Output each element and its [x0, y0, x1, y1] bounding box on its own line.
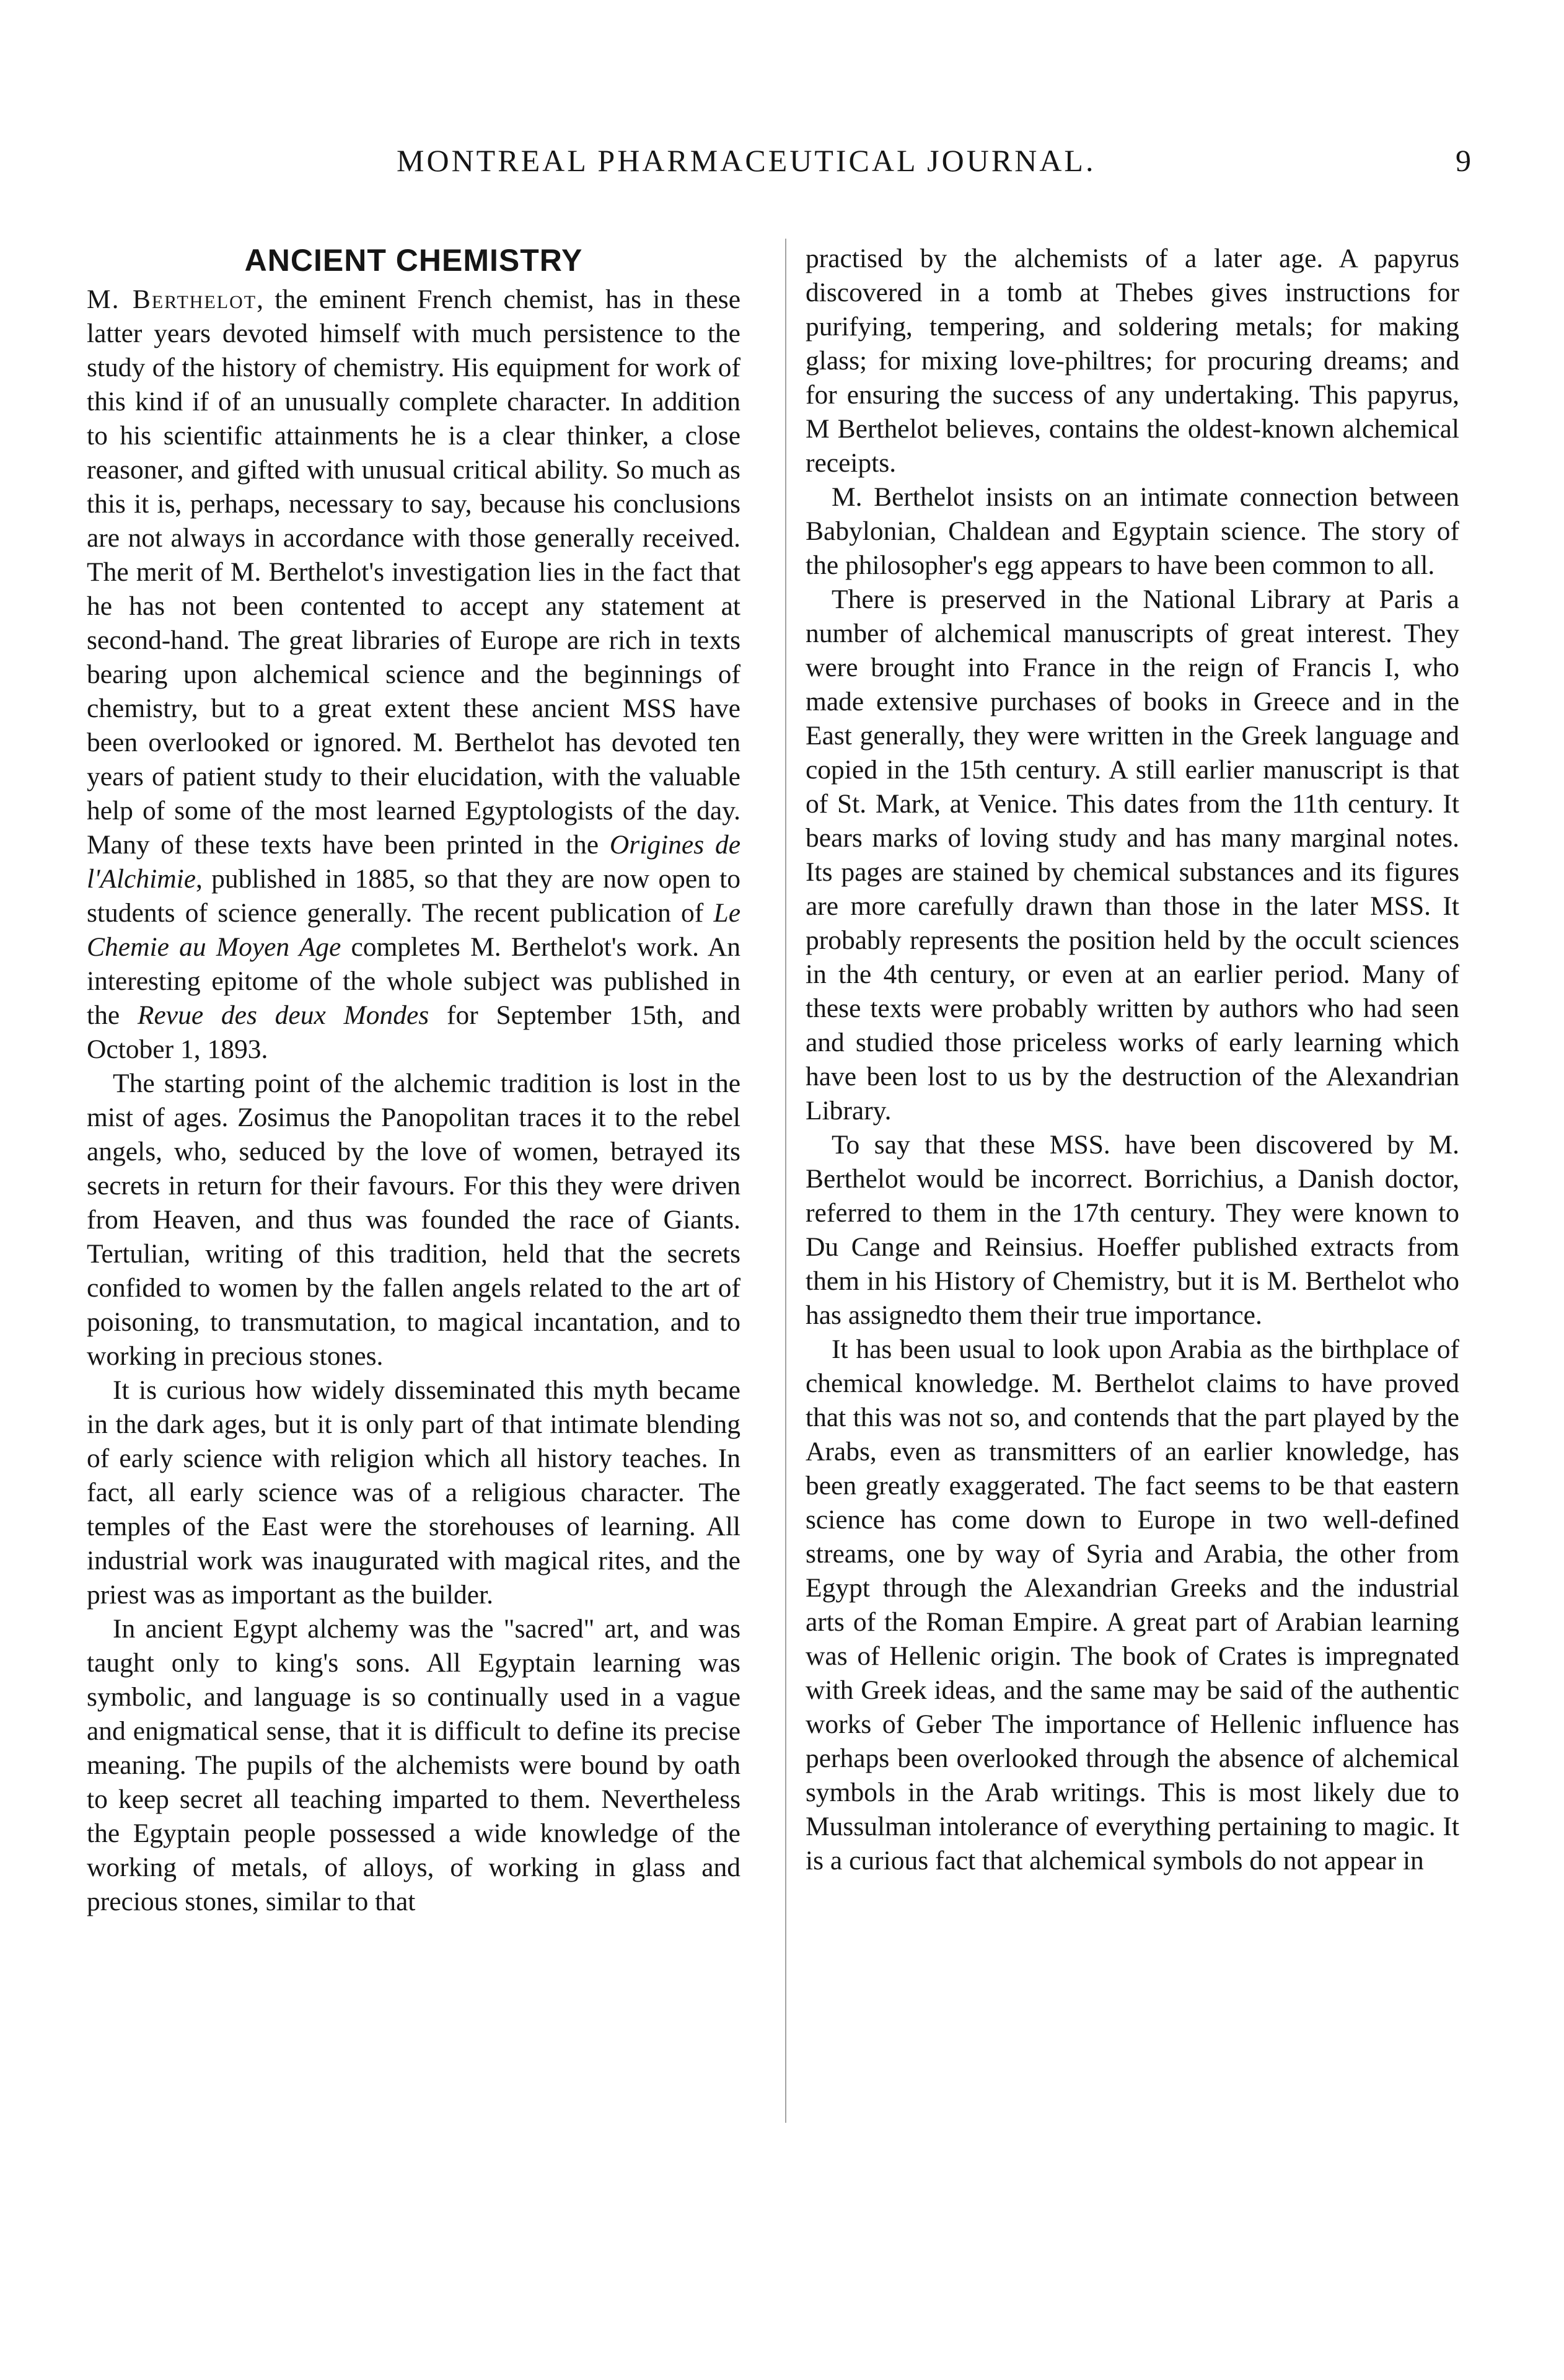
paragraph-1-text: , the eminent French chemist, has in these latter years devoted himself with much persistence to the study of the history of chemistry. His equipment for work of this kind if of an unusually complete character. In addition to his scientific attainments he is a clear thinker, a close reasoner, and gifted with unusual critical ability. So much as this it is, perhaps, necessary to say, because his conclusions are not always in accordance with those generally received. The merit of M. Berthelot's investigation lies in the fact that he has not been contented to accept any statement at second-hand. The great libraries of Europe are rich in texts bearing upon alchemical science and the beginnings of chemistry, but to a great extent these ancient MSS have been overlooked or ignored. M. Berthelot has devoted ten years of patient study to their elucidation, with the valuable help of some of the most learned Egyptologists of the day. Many of these texts have been printed in the: [87, 284, 741, 860]
paragraph-2: The starting point of the alchemic tradition is lost in the mist of ages. Zosimus the Panopolitan traces it to the rebel angels, who, seduced by the love of women, betrayed its secrets in return for their favours. For this they were driven from Heaven, and thus was founded the race of Giants. Tertulian, writing of this tradition, held that the secrets confided to women by the fallen angels related to the art of poisoning, to transmutation, to magical incantation, and to working in precious stones.: [87, 1069, 740, 1371]
book-title-chemie: Le Chemie au Moyen Age: [87, 898, 740, 962]
paragraph-3: It is curious how widely disseminated this myth became in the dark ages, but it is only part of that intimate blending of early science with religion which all history teaches. In fact, all early science was of a religious character. The temples of the East were the storehouses of learning. All industrial work was inaugurated with magical rites, and the priest was as important as the builder.: [87, 1375, 740, 1610]
article-heading: ANCIENT CHEMISTRY: [244, 243, 583, 278]
page-number: 9: [1456, 143, 1471, 178]
paragraph-4: In ancient Egypt alchemy was the "sacred" art, and was taught only to king's sons. All Egyptain learning was symbolic, and language is so continually used in a vague and enigmatical sense, that it is difficult to define its precise meaning. The pupils of the alchemists were bound by oath to keep secret all teaching imparted to them. Nevertheless the Egyptain people possessed a wide knowledge of the working of metals, of alloys, of working in glass and precious stones, similar to that: [87, 1614, 740, 1916]
paragraph-8: To say that these MSS. have been discovered by M. Berthelot would be incorrect. Borrichius, a Danish doctor, referred to them in the 17th century. They were known to Du Cange and Reinsius. Hoeffer published extracts from them in his History of Chemistry, but it is M. Berthelot who has assignedto them their true importance.: [806, 1130, 1459, 1330]
paragraph-7: There is preserved in the National Library at Paris a number of alchemical manuscripts of great interest. They were brought into France in the reign of Francis I, who made extensive purchases of books in Greece and in the East generally, they were written in the Greek language and copied in the 15th century. A still earlier manuscript is that of St. Mark, at Venice. This dates from the 11th century. It bears marks of loving study and has many marginal notes. Its pages are stained by chemical substances and its figures are more carefully drawn than those in the later MSS. It probably represents the position held by the occult sciences in the 4th century, or even at an earlier period. Many of these texts were probably written by authors who had seen and studied those priceless works of early learning which have been lost to us by the destruction of the Alexandrian Library.: [806, 584, 1459, 1126]
paragraph-1: [87, 283, 740, 1067]
paragraph-9: It has been usual to look upon Arabia as the birthplace of chemical knowledge. M. Berthelot claims to have proved that this was not so, and contends that the part played by the Arabs, even as transmitters of an earlier knowledge, has been greatly exaggerated. The fact seems to be that eastern science has come down to Europe in two well-defined streams, one by way of Syria and Arabia, the other from Egypt through the Alexandrian Greeks and the industrial arts of the Roman Empire. A great part of Arabian learning was of Hellenic origin. The book of Crates is impregnated with Greek ideas, and the same may be said of the authentic works of Geber The importance of Hellenic influence has perhaps been overlooked through the absence of alchemical symbols in the Arab writings. This is most likely due to Mussulman intolerance of everything pertaining to magic. It is a curious fact that alchemical symbols do not appear in: [806, 1334, 1459, 1875]
journal-title: MONTREAL PHARMACEUTICAL JOURNAL.: [397, 143, 1096, 178]
left-column: [87, 242, 740, 1919]
book-title-origines: Origines de l'Alchimie: [87, 830, 740, 894]
journal-title-revue: Revue des deux Mondes: [137, 1000, 429, 1030]
paragraph-1-text-2: , published in 1885, so that they are now open to students of science generally. The recent publication of: [87, 864, 740, 928]
author-name: M. Berthelot: [87, 284, 257, 314]
paragraph-6: M. Berthelot insists on an intimate connection between Babylonian, Chaldean and Egyptain science. The story of the philosopher's egg appears to have been common to all.: [806, 482, 1459, 580]
paragraph-1-text-4: for September 15th, and October 1, 1893.: [87, 1000, 740, 1064]
running-head: [174, 143, 1471, 186]
right-column: [806, 242, 1459, 1878]
column-divider: [785, 239, 786, 2123]
paragraph-5: practised by the alchemists of a later age. A papyrus discovered in a tomb at Thebes gives instructions for purifying, tempering, and soldering metals; for making glass; for mixing love-philtres; for procuring dreams; and for ensuring the success of any undertaking. This papyrus, M Berthelot believes, contains the oldest-known alchemical receipts.: [806, 244, 1459, 478]
paragraph-1-text-3: completes M. Berthelot's work. An interesting epitome of the whole subject was published in the: [87, 932, 740, 1030]
